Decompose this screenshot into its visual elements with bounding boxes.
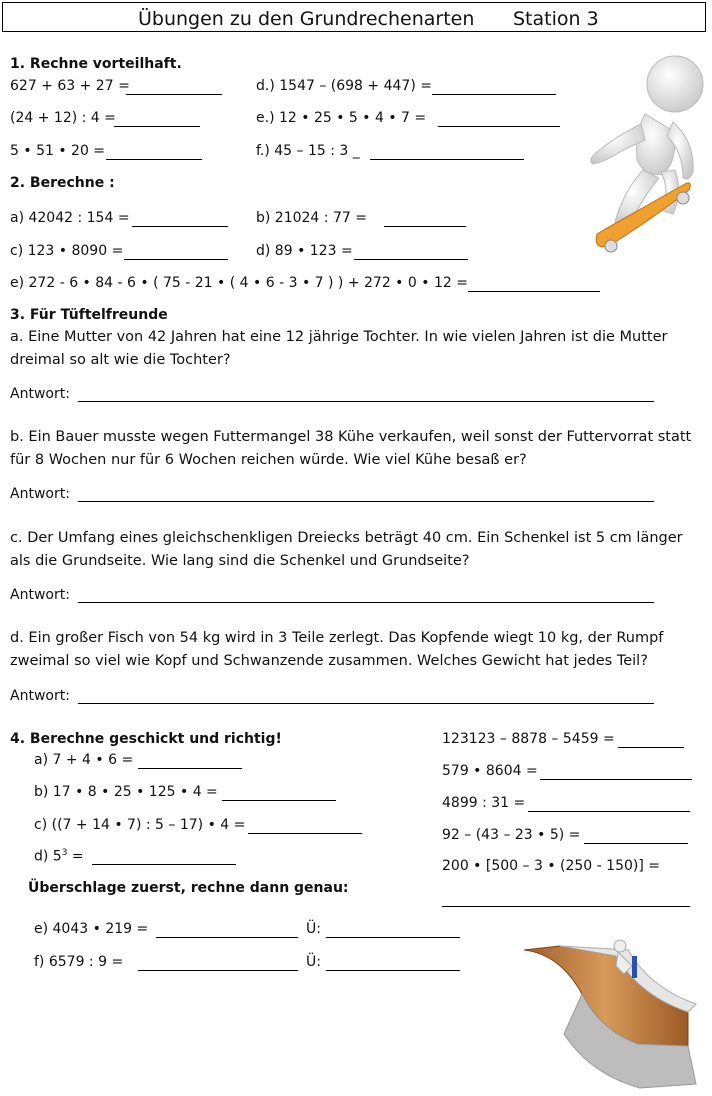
task-4r4: 92 – (43 – 23 • 5) = [442, 827, 581, 843]
answer-blank[interactable] [156, 937, 298, 938]
section4-heading: 4. Berechne geschickt und richtig! [10, 731, 282, 747]
answer-blank[interactable] [618, 747, 684, 748]
task-2e: e) 272 - 6 • 84 - 6 • ( 75 - 21 • ( 4 • 6 - 3 • 7 ) ) + 272 • 0 • 12 = [10, 275, 468, 291]
riddle-a: a. Eine Mutter von 42 Jahren hat eine 12 jährige Tochter. In wie vielen Jahren ist die Mutter dreimal so alt wie die Tochter? [10, 329, 668, 368]
exp-eq: = [67, 848, 84, 865]
answer-blank[interactable] [132, 226, 228, 227]
answer-blank[interactable] [442, 906, 690, 907]
answer-line[interactable] [78, 602, 654, 603]
task-2d: d) 89 • 123 = [256, 243, 353, 259]
task-4r3: 4899 : 31 = [442, 795, 526, 811]
answer-blank[interactable] [222, 800, 336, 801]
task-4c: c) ((7 + 14 • 7) : 5 – 17) • 4 = [34, 817, 246, 833]
task-4r1: 123123 – 8878 – 5459 = [442, 731, 615, 747]
estimate-blank[interactable] [326, 970, 460, 971]
answer-blank[interactable] [432, 94, 556, 95]
task-4d [34, 848, 84, 865]
answer-blank[interactable] [540, 779, 692, 780]
exponent: 3 [61, 848, 68, 858]
task-2a: a) 42042 : 154 = [10, 210, 130, 226]
task-4r5: 200 • [500 – 3 • (250 - 150)] = [442, 858, 660, 874]
answer-blank[interactable] [384, 226, 466, 227]
section2-heading: 2. Berechne : [10, 175, 115, 191]
task-4e: e) 4043 • 219 = [34, 921, 149, 937]
answer-blank[interactable] [584, 843, 688, 844]
task-1f: f.) 45 – 15 : 3 _ [256, 143, 360, 159]
answer-blank[interactable] [468, 291, 600, 292]
page-title: Übungen zu den Grundrechenarten [138, 8, 475, 30]
answer-blank[interactable] [114, 126, 200, 127]
task-4r2: 579 • 8604 = [442, 763, 538, 779]
task-4f: f) 6579 : 9 = [34, 954, 124, 970]
section1-heading: 1. Rechne vorteilhaft. [10, 56, 182, 72]
task-2b: b) 21024 : 77 = [256, 210, 367, 226]
answer-line[interactable] [78, 501, 654, 502]
answer-blank[interactable] [124, 259, 228, 260]
answer-blank[interactable] [126, 94, 222, 95]
section3-heading: 3. Für Tüftelfreunde [10, 307, 168, 323]
estimate-label: Ü: [306, 954, 321, 970]
task-1e: e.) 12 • 25 • 5 • 4 • 7 = [256, 110, 427, 126]
estimate-heading: Überschlage zuerst, rechne dann genau: [28, 880, 349, 896]
answer-line[interactable] [78, 401, 654, 402]
answer-label: Antwort: [10, 587, 70, 603]
answer-blank[interactable] [92, 864, 236, 865]
estimate-label: Ü: [306, 921, 321, 937]
answer-blank[interactable] [138, 970, 298, 971]
header-box [2, 2, 706, 32]
answer-blank[interactable] [138, 768, 242, 769]
task-4a: a) 7 + 4 • 6 = [34, 752, 134, 768]
answer-label: Antwort: [10, 688, 70, 704]
answer-blank[interactable] [438, 126, 560, 127]
answer-label: Antwort: [10, 486, 70, 502]
task-2c: c) 123 • 8090 = [10, 243, 124, 259]
answer-label: Antwort: [10, 386, 70, 402]
skateboarder-illustration [575, 52, 705, 262]
estimate-blank[interactable] [326, 937, 460, 938]
riddle-c: c. Der Umfang eines gleichschenkligen Dreiecks beträgt 40 cm. Ein Schenkel ist 5 cm länger als die Grundseite. Wie lang sind die Schenkel und Grundseite? [10, 530, 683, 569]
answer-blank[interactable] [106, 159, 202, 160]
task-1c: 5 • 51 • 20 = [10, 143, 106, 159]
exp-base: d) 5 [34, 848, 62, 865]
task-1b: (24 + 12) : 4 = [10, 110, 116, 126]
answer-blank[interactable] [528, 811, 690, 812]
answer-blank[interactable] [370, 159, 524, 160]
station-label: Station 3 [513, 8, 599, 30]
task-4b: b) 17 • 8 • 25 • 125 • 4 = [34, 784, 218, 800]
answer-blank[interactable] [248, 833, 362, 834]
answer-blank[interactable] [354, 259, 468, 260]
riddle-b: b. Ein Bauer musste wegen Futtermangel 38 Kühe verkaufen, weil sonst der Futtervorrat statt für 8 Wochen nur für 6 Wochen reichen würde. Wie viel Kühe besaß er? [10, 429, 692, 468]
answer-line[interactable] [78, 703, 654, 704]
halfpipe-illustration [520, 934, 700, 1090]
task-1d: d.) 1547 – (698 + 447) = [256, 78, 432, 94]
riddle-d: d. Ein großer Fisch von 54 kg wird in 3 Teile zerlegt. Das Kopfende wiegt 10 kg, der Rumpf zweimal so viel wie Kopf und Schwanzende zusammen. Welches Gewicht hat jedes Teil? [10, 630, 664, 669]
task-1a: 627 + 63 + 27 = [10, 78, 130, 94]
